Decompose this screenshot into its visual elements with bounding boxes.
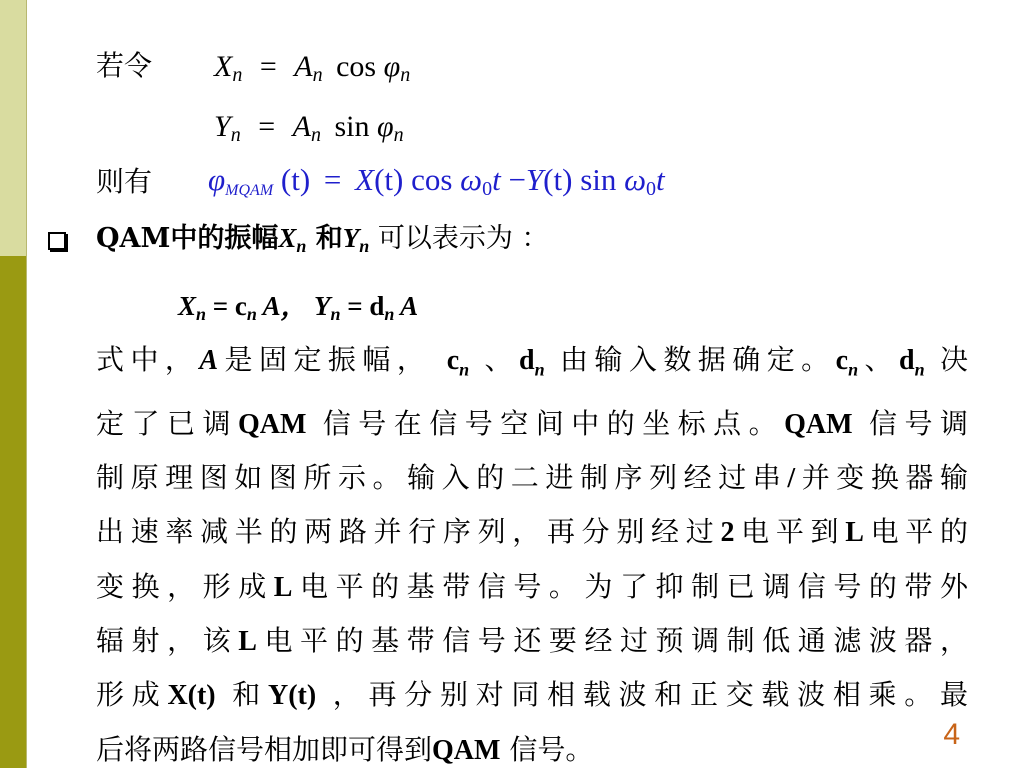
- fn-cos: cos: [336, 50, 377, 83]
- sym-x: X: [355, 162, 375, 197]
- sub-n: n: [296, 236, 307, 256]
- sub-n: n: [384, 304, 395, 324]
- sym-y: Y: [525, 162, 544, 197]
- sub-n: n: [310, 124, 321, 146]
- decor-stripe-1: [0, 0, 26, 256]
- sym-a: A: [294, 50, 313, 83]
- sym-eq: =: [259, 50, 277, 83]
- sym-a: A: [292, 110, 311, 143]
- sub-n: n: [232, 64, 243, 86]
- formula-mqam: [208, 164, 665, 199]
- arg-t: (t): [280, 162, 311, 197]
- sym-omega: ω: [460, 162, 483, 197]
- sub-0: 0: [646, 178, 657, 200]
- formula-amplitudes: [178, 284, 418, 325]
- sym-phi: φ: [208, 162, 226, 197]
- para-line-3: 制原理图如图所示。输入的二进制序列经过串/并变换器输: [96, 461, 968, 495]
- sub-n: n: [196, 304, 207, 324]
- sub-n: n: [330, 304, 341, 324]
- fn-sin: sin: [334, 110, 370, 143]
- sym-phi: φ: [383, 50, 401, 83]
- page-number: 4: [943, 718, 960, 751]
- sub-n: n: [312, 64, 323, 86]
- bullet-text-2: 和: [306, 223, 343, 254]
- bullet-text-3: 可以表示为 ：: [369, 223, 549, 254]
- sym-y: Y: [313, 291, 331, 321]
- sym-minus: −: [508, 162, 526, 197]
- sym-phi: φ: [376, 110, 394, 143]
- sym-x: X: [178, 291, 197, 321]
- arg-t: (t): [543, 162, 573, 197]
- bullet-text-1: QAM中的振幅: [96, 223, 279, 254]
- sym-x: X: [214, 50, 233, 83]
- label-let: 若令: [96, 49, 153, 82]
- decor-divider: [26, 0, 27, 768]
- formula-yn: [214, 112, 404, 145]
- formula-xn: [214, 52, 410, 85]
- sym-omega: ω: [624, 162, 647, 197]
- fn-cos: cos: [411, 162, 453, 197]
- para-line-5: 变换，形成L电平的基带信号。为了抑制已调信号的带外: [96, 569, 968, 603]
- para-line-4: 出速率减半的两路并行序列，再分别经过2电平到L电平的: [96, 515, 968, 549]
- sym-y: Y: [214, 110, 231, 143]
- fn-sin: sin: [580, 162, 617, 197]
- para-line-1: 式中，A是固定振幅， $c_n$ 、$d_n$ 由输入数据确定。$c_n$、$d_n$ 决: [96, 343, 968, 380]
- para-line-6: 辐射，该L电平的基带信号还要经过预调制低通滤波器，: [96, 624, 968, 658]
- sub-n: n: [400, 64, 411, 86]
- sub-n: n: [246, 304, 257, 324]
- label-then: 则有: [96, 165, 153, 198]
- eq-part-4: A: [394, 291, 419, 321]
- sym-t: t: [656, 162, 665, 197]
- sub-n: n: [230, 124, 241, 146]
- eq-part-3: = d: [340, 291, 385, 321]
- sym-t: t: [492, 162, 501, 197]
- sub-0: 0: [482, 178, 493, 200]
- sub-mqam: MQAM: [225, 182, 274, 199]
- decor-stripe-3: [0, 512, 26, 768]
- eq-part-2: A，: [256, 291, 314, 321]
- eq-part-1: = c: [206, 291, 247, 321]
- decor-stripe-2: [0, 256, 26, 512]
- para-line-2: 定了已调QAM 信号在信号空间中的坐标点。QAM 信号调: [96, 406, 968, 440]
- explanation-paragraph: [96, 333, 968, 777]
- sub-n: n: [359, 236, 370, 256]
- para-line-8: 后将两路信号相加即可得到QAM 信号。: [96, 732, 594, 766]
- sym-eq: =: [258, 110, 276, 143]
- para-line-7: 形成X(t) 和Y(t) ，再分别对同相载波和正交载波相乘。最: [96, 678, 968, 712]
- bullet-checkbox-icon: [48, 232, 66, 250]
- sym-eq: =: [323, 162, 342, 197]
- sym-y: Y: [342, 223, 360, 253]
- arg-t: (t): [374, 162, 404, 197]
- sym-x: X: [278, 223, 297, 253]
- sub-n: n: [393, 124, 404, 146]
- bullet-qam-amplitude: [96, 225, 548, 255]
